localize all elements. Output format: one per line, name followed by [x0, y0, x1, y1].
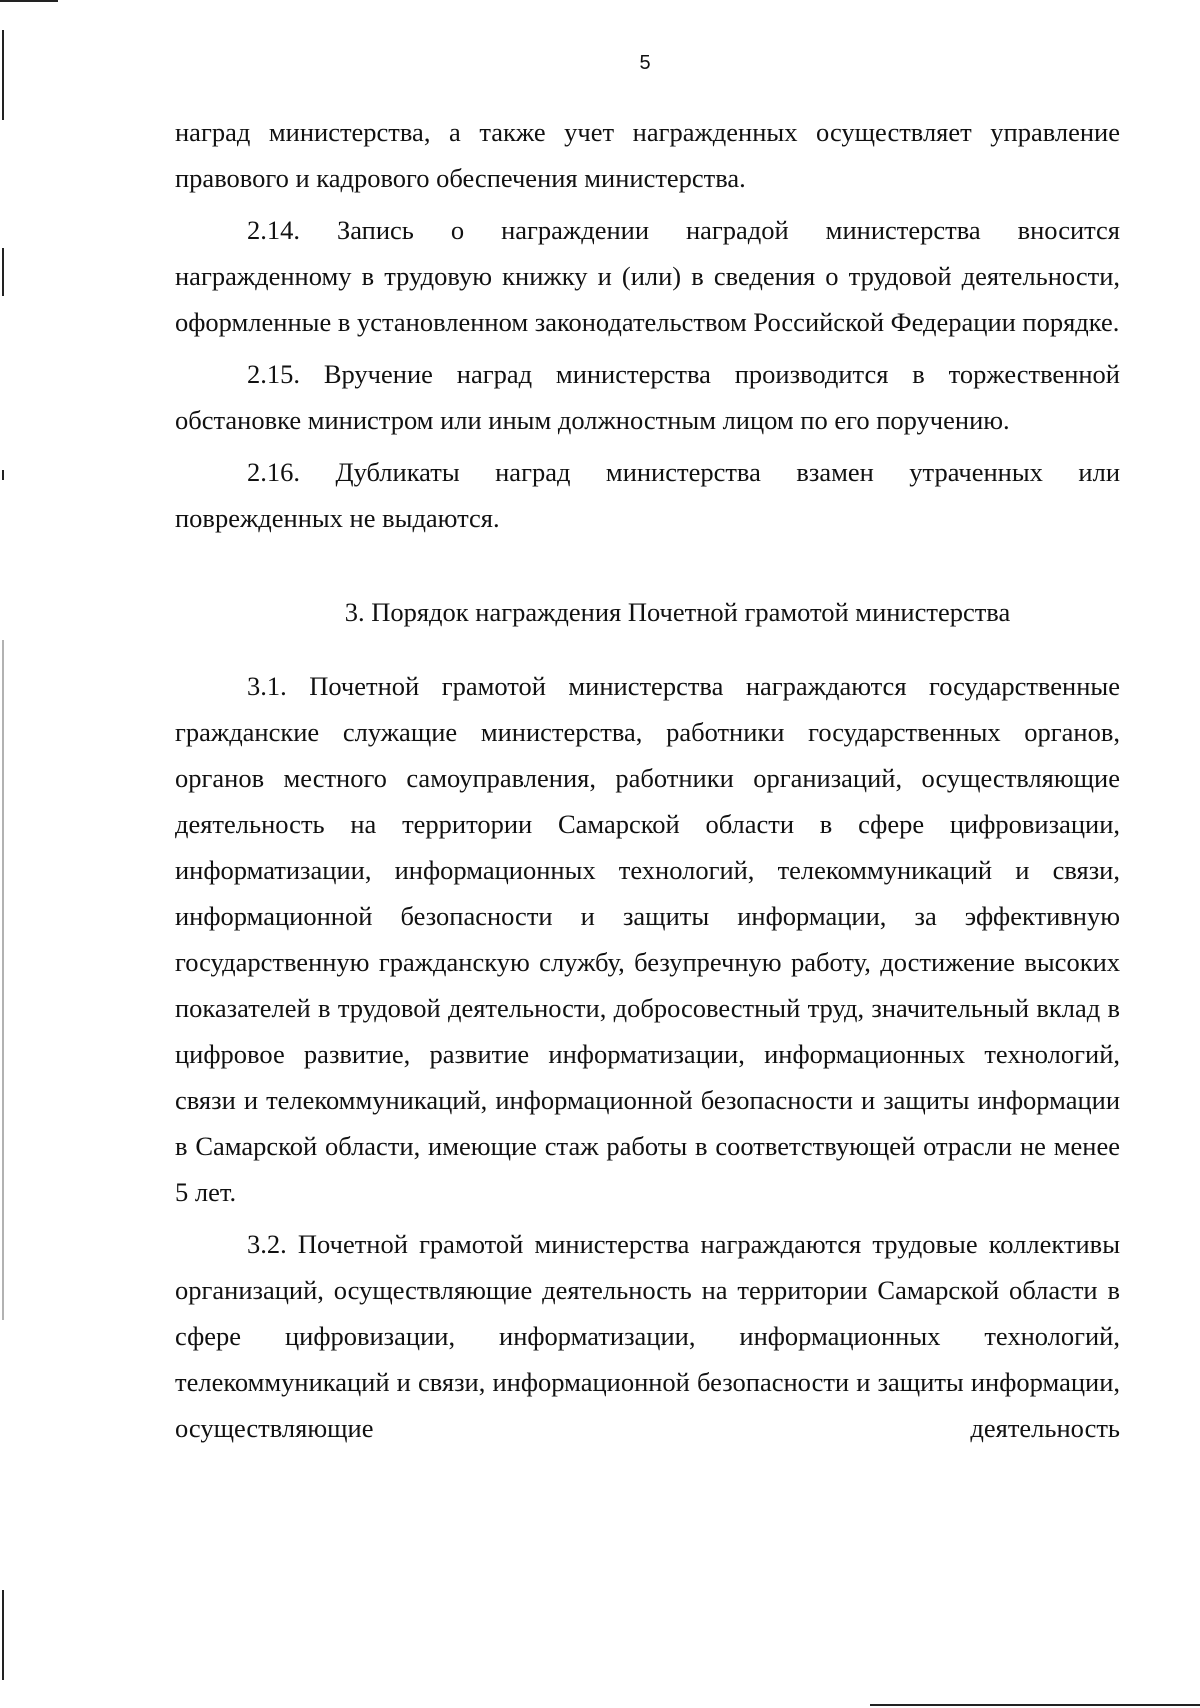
paragraph-2-15: 2.15. Вручение наград министерства производится в торжественной обстановке министром или иным должностным лицом по его поручению.: [175, 359, 1120, 435]
scan-artifact-left-edge-2: [2, 248, 4, 296]
page-number: 5: [639, 52, 651, 74]
document-body: [175, 109, 1120, 1451]
scan-artifact-left-edge-4: [2, 640, 4, 1320]
scan-artifact-top-line: [0, 0, 58, 2]
section-heading: 3. Порядок награждения Почетной грамотой министерства: [344, 597, 1011, 627]
paragraph-3-2: 3.2. Почетной грамотой министерства награждаются трудовые коллективы организаций, осуществляющие деятельность на территории Самарской области в сфере цифровизации, информатизации, информационных технологий, телекоммуникаций и связи, информационной безопасности и защиты информации, осуществляющие деятельность: [175, 1229, 1120, 1443]
scan-artifact-left-edge-3: [2, 470, 4, 480]
paragraph-2-16: 2.16. Дубликаты наград министерства взамен утраченных или поврежденных не выдаются.: [175, 457, 1120, 533]
paragraph-2-14: 2.14. Запись о награждении наградой министерства вносится награжденному в трудовую книжку и (или) в сведения о трудовой деятельности, оформленные в установленном законодательством Российской Федерации порядке.: [175, 215, 1120, 337]
paragraph-continuation: наград министерства, а также учет награжденных осуществляет управление правового и кадрового обеспечения министерства.: [175, 117, 1120, 193]
scan-artifact-left-edge-1: [2, 30, 4, 120]
scan-artifact-left-edge-5: [2, 1590, 4, 1680]
paragraph-3-1: 3.1. Почетной грамотой министерства награждаются государственные гражданские служащие министерства, работники государственных органов, органов местного самоуправления, работники организаций, осуществляющие деятельность на территории Самарской области в сфере цифровизации, информатизации, информационных технологий, телекоммуникаций и связи, информационной безопасности и защиты информации, за эффективную государственную гражданскую службу, безупречную работу, достижение высоких показателей в трудовой деятельности, добросовестный труд, значительный вклад в цифровое развитие, развитие информатизации, информационных технологий, связи и телекоммуникаций, информационной безопасности и защиты информации в Самарской области, имеющие стаж работы в соответствующей отрасли не менее 5 лет.: [175, 671, 1120, 1207]
scan-artifact-bottom-line: [870, 1704, 1200, 1706]
